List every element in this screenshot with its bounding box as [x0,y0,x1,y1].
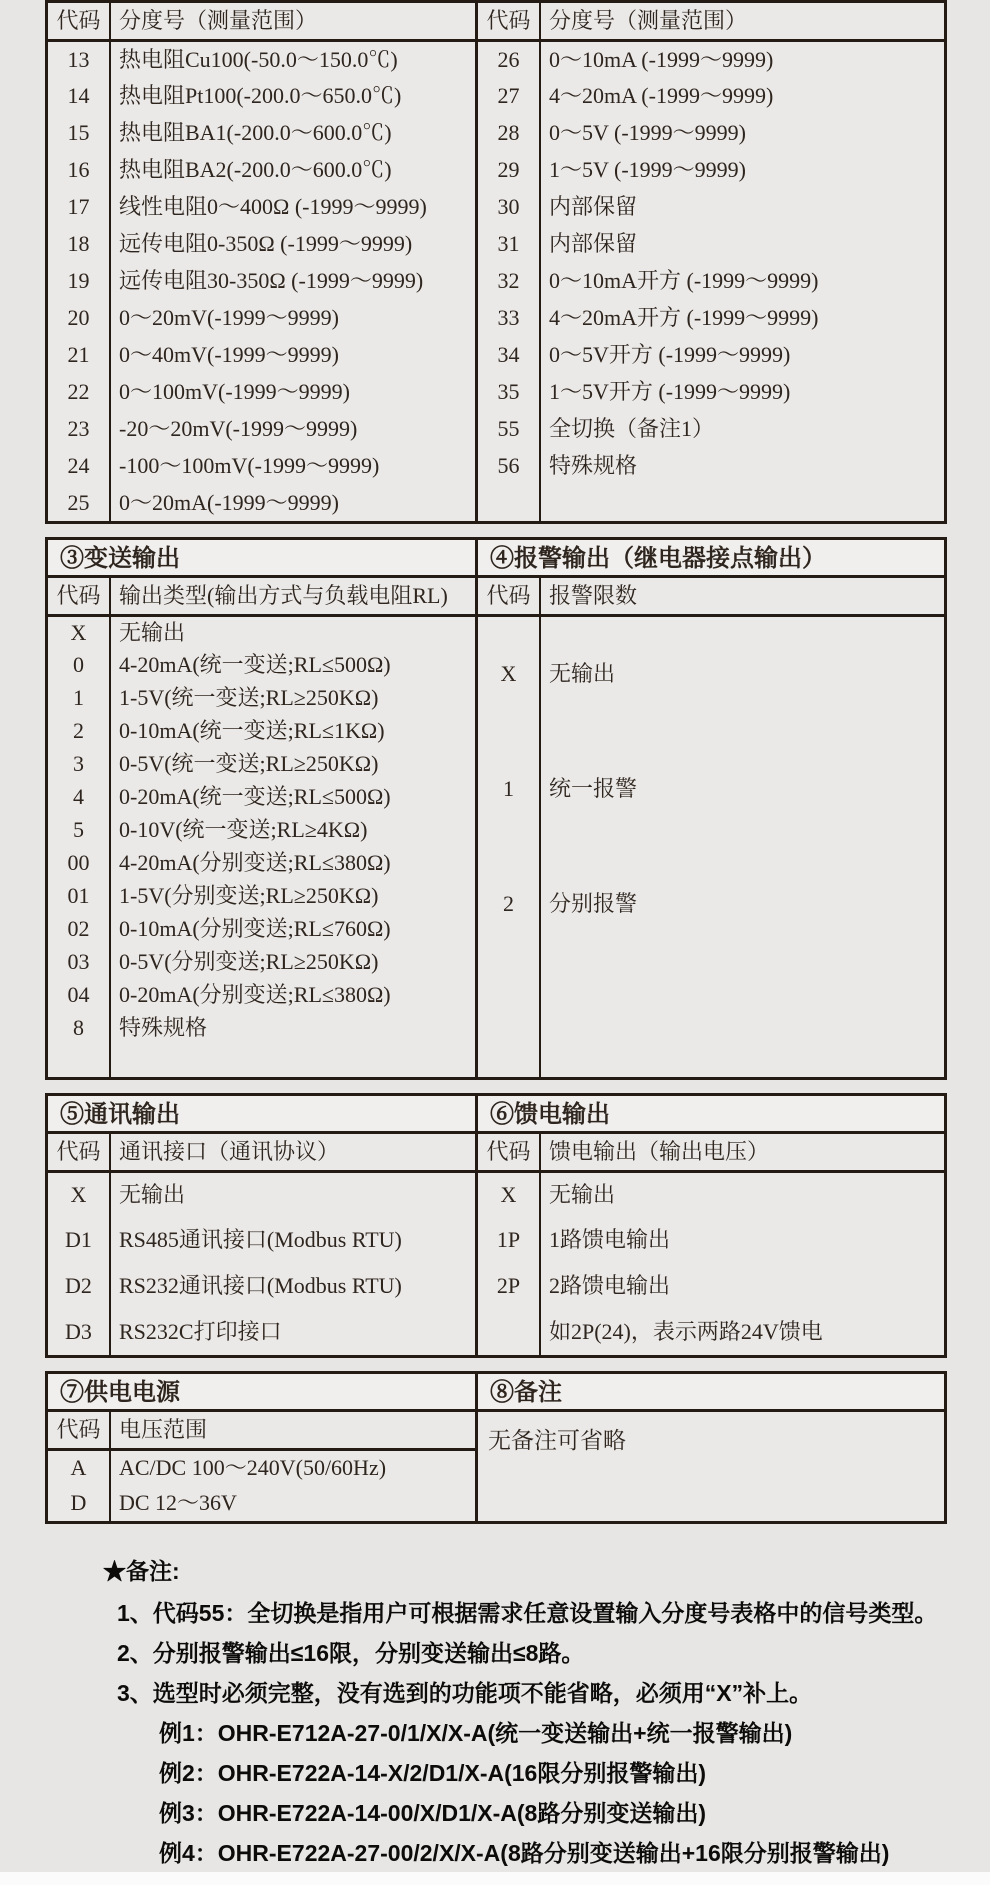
code-cell: 2 [48,714,110,747]
code-cell: 35 [478,373,540,410]
description-cell: RS485通讯接口(Modbus RTU) [119,1227,402,1253]
description-cell: 特殊规格 [119,1014,208,1040]
description-cell: 4-20mA(分别变送;RL≤380Ω) [119,849,391,875]
section-title-transmit-output: ③变送输出 [48,540,475,578]
filler-cell [478,484,540,521]
description-cell: 无输出 [119,1182,186,1208]
description-cell: 0-5V(分别变送;RL≥250KΩ) [119,948,379,974]
input-range-table-left [45,0,478,524]
table-row [48,336,475,373]
feed-output-table [475,1093,947,1358]
description-cell: AC/DC 100～240V(50/60Hz) [119,1455,387,1481]
description-cell: 0-10mA(统一变送;RL≤1KΩ) [119,717,385,743]
voltage-range-column-header: 电压范围 [110,1412,475,1449]
transmit-output-table [45,537,478,1080]
table-row [48,681,475,714]
code-cell: 26 [478,40,540,77]
code-cell: X [478,1171,540,1217]
description-cell: RS232通讯接口(Modbus RTU) [119,1273,402,1299]
description-cell: 热电阻BA1(-200.0～600.0℃) [119,119,392,145]
page-footer-strip [0,1872,990,1885]
table-row [48,410,475,447]
note-line: 2、分别报警输出≤16限，分别变送输出≤8路。 [117,1640,585,1666]
description-cell: 无输出 [549,660,616,686]
table-row [48,40,475,77]
table-row [478,615,944,731]
section-title-communication-output: ⑤通讯输出 [48,1096,475,1134]
code-cell: 21 [48,336,110,373]
table-row [478,336,944,373]
description-cell: 远传电阻30-350Ω (-1999～9999) [119,267,424,293]
code-cell: 18 [48,225,110,262]
table-row [48,1011,475,1044]
code-cell: 03 [48,945,110,978]
description-cell: 特殊规格 [549,452,638,478]
description-cell: 0-20mA(统一变送;RL≤500Ω) [119,783,391,809]
code-cell: 30 [478,188,540,225]
table-row [48,780,475,813]
column-header-row [478,1134,944,1171]
table-row [478,1309,944,1355]
description-cell: RS232C打印接口 [119,1319,282,1345]
input-range-table-right [475,0,947,524]
code-cell: A [48,1449,110,1485]
description-cell: 0-10V(统一变送;RL≥4KΩ) [119,816,368,842]
code-cell: 1 [478,731,540,847]
description-cell: -20～20mV(-1999～9999) [119,415,358,441]
code-cell: D [48,1485,110,1521]
description-cell: 1路馈电输出 [549,1227,671,1253]
code-cell: 01 [48,879,110,912]
code-cell: 1 [48,681,110,714]
code-column-header: 代码 [478,3,540,40]
table-row [48,1263,475,1309]
description-cell: 无输出 [119,619,186,645]
table-row [48,1217,475,1263]
description-cell: 内部保留 [549,230,638,256]
table-row [48,747,475,780]
notes-examples [103,1718,950,1868]
filler-cell [478,962,540,1078]
table-row [48,945,475,978]
column-header-row [48,578,475,615]
code-cell: 20 [48,299,110,336]
column-header-row [48,3,475,40]
range-column-header: 分度号（测量范围） [110,3,475,40]
table-row [48,77,475,114]
description-cell: 热电阻BA2(-200.0～600.0℃) [119,156,392,182]
filler-cell [48,1044,110,1077]
filler-cell [110,1044,475,1077]
code-cell [478,1309,540,1355]
table-row [48,813,475,846]
code-cell: 22 [48,373,110,410]
code-cell: 15 [48,114,110,151]
section-title-alarm-output: ④报警输出（继电器接点输出） [478,540,944,578]
section-title-remark: ⑧备注 [478,1374,944,1412]
code-cell: 00 [48,846,110,879]
table-row [48,648,475,681]
code-column-header: 代码 [478,1134,540,1171]
code-cell: X [48,615,110,648]
code-cell: 55 [478,410,540,447]
ordering-example-line: 例3：OHR-E722A-14-00/X/D1/X-A(8路分别变送输出) [159,1800,707,1826]
table-row [48,978,475,1011]
table-row [478,373,944,410]
table-row [48,1309,475,1355]
table-row [48,447,475,484]
description-cell: 0～40mV(-1999～9999) [119,341,339,367]
code-cell: 8 [48,1011,110,1044]
description-cell: 0～20mV(-1999～9999) [119,304,339,330]
remark-panel [475,1371,947,1524]
table-row [478,151,944,188]
table-row [478,846,944,962]
description-cell: 0～100mV(-1999～9999) [119,378,350,404]
description-cell: 0-20mA(分别变送;RL≤380Ω) [119,981,391,1007]
table-row [48,151,475,188]
table-row [48,373,475,410]
table-row [48,114,475,151]
table-row [478,77,944,114]
code-cell: 31 [478,225,540,262]
notes-section [45,1556,950,1868]
table-row [48,615,475,648]
description-cell: 如2P(24)，表示两路24V馈电 [549,1319,823,1345]
code-cell: 19 [48,262,110,299]
description-cell: 0～5V开方 (-1999～9999) [549,341,791,367]
code-cell: 2 [478,846,540,962]
table-row [478,114,944,151]
code-cell: 33 [478,299,540,336]
code-cell: 5 [48,813,110,846]
column-header-row [478,578,944,615]
description-cell: 热电阻Cu100(-50.0～150.0℃) [119,46,398,72]
code-cell: 29 [478,151,540,188]
transmit-alarm-block [45,537,950,1080]
filler-cell [540,962,944,1078]
code-cell: 02 [48,912,110,945]
description-cell: 4～20mA开方 (-1999～9999) [549,304,819,330]
comm-interface-column-header: 通讯接口（通讯协议） [110,1134,475,1171]
description-cell: 全切换（备注1） [549,415,715,441]
description-cell: 2路馈电输出 [549,1273,671,1299]
description-cell: DC 12～36V [119,1490,237,1516]
code-cell: 3 [48,747,110,780]
code-column-header: 代码 [48,578,110,615]
remark-text: 无备注可省略 [488,1428,626,1453]
filler-row [478,484,944,521]
range-column-header: 分度号（测量范围） [540,3,944,40]
description-cell: 分别报警 [549,891,638,917]
code-cell: 23 [48,410,110,447]
ordering-example-line: 例2：OHR-E722A-14-X/2/D1/X-A(16限分别报警输出) [159,1760,707,1786]
code-cell: D2 [48,1263,110,1309]
table-row [48,484,475,521]
input-range-block [45,0,950,524]
table-row [48,188,475,225]
code-cell: 16 [48,151,110,188]
description-cell: 0-10mA(分别变送;RL≤760Ω) [119,915,391,941]
column-header-row [48,1134,475,1171]
comm-feed-block [45,1093,950,1358]
code-cell: 24 [48,447,110,484]
table-row [48,714,475,747]
code-column-header: 代码 [48,1134,110,1171]
code-cell: 17 [48,188,110,225]
code-cell: 28 [478,114,540,151]
code-cell: X [478,615,540,731]
code-cell: 13 [48,40,110,77]
table-row [48,879,475,912]
table-row [478,299,944,336]
description-cell: -100～100mV(-1999～9999) [119,452,380,478]
table-row [48,1171,475,1217]
ordering-example-line: 例4：OHR-E722A-27-00/2/X/X-A(8路分别变送输出+16限分别报警输出) [159,1840,890,1866]
notes-heading: ★备注: [103,1558,180,1584]
supply-remark-block [45,1371,950,1524]
description-cell: 1～5V开方 (-1999～9999) [549,378,791,404]
code-cell: 34 [478,336,540,373]
note-line: 3、选型时必须完整，没有选到的功能项不能省略，必须用“X”补上。 [117,1680,813,1706]
communication-output-table [45,1093,478,1358]
description-cell: 0～10mA开方 (-1999～9999) [549,267,819,293]
code-cell: 27 [478,77,540,114]
table-row [478,188,944,225]
table-row [48,846,475,879]
code-cell: 14 [48,77,110,114]
table-row [478,1171,944,1217]
description-cell: 0～10mA (-1999～9999) [549,46,774,72]
code-cell: 56 [478,447,540,484]
code-cell: X [48,1171,110,1217]
filler-row [478,962,944,1078]
table-row [48,912,475,945]
table-row [48,1485,475,1521]
code-cell: 4 [48,780,110,813]
code-column-header: 代码 [48,3,110,40]
code-column-header: 代码 [48,1412,110,1449]
table-row [478,262,944,299]
table-row [478,410,944,447]
power-supply-table [45,1371,478,1524]
code-cell: 25 [48,484,110,521]
description-cell: 统一报警 [549,775,638,801]
feed-voltage-column-header: 馈电输出（输出电压） [540,1134,944,1171]
description-cell: 0～20mA(-1999～9999) [119,489,339,515]
table-row [48,225,475,262]
alarm-output-table [475,537,947,1080]
code-cell: 32 [478,262,540,299]
section-title-power-supply: ⑦供电电源 [48,1374,475,1412]
description-cell: 无输出 [549,1182,616,1208]
description-cell: 4～20mA (-1999～9999) [549,82,774,108]
code-cell: D1 [48,1217,110,1263]
description-cell: 线性电阻0～400Ω (-1999～9999) [119,193,427,219]
description-cell: 1～5V (-1999～9999) [549,156,746,182]
section-title-feed-output: ⑥馈电输出 [478,1096,944,1134]
note-line: 1、代码55：全切换是指用户可根据需求任意设置输入分度号表格中的信号类型。 [117,1600,938,1626]
code-cell: 0 [48,648,110,681]
description-cell: 4-20mA(统一变送;RL≤500Ω) [119,651,391,677]
table-row [478,40,944,77]
code-cell: 04 [48,978,110,1011]
ordering-example-line: 例1：OHR-E712A-27-0/1/X/X-A(统一变送输出+统一报警输出) [159,1720,793,1746]
code-column-header: 代码 [478,578,540,615]
filler-row [48,1044,475,1077]
description-cell: 0-5V(统一变送;RL≥250KΩ) [119,750,379,776]
description-cell: 热电阻Pt100(-200.0～650.0℃) [119,82,402,108]
description-cell: 0～5V (-1999～9999) [549,119,746,145]
alarm-limit-column-header: 报警限数 [540,578,944,615]
table-row [478,225,944,262]
table-row [478,447,944,484]
description-cell: 1-5V(统一变送;RL≥250KΩ) [119,684,379,710]
table-row [478,1263,944,1309]
notes-items [103,1598,950,1708]
code-cell: D3 [48,1309,110,1355]
table-row [478,1217,944,1263]
description-cell: 内部保留 [549,193,638,219]
table-row [48,299,475,336]
table-row [48,262,475,299]
code-cell: 1P [478,1217,540,1263]
description-cell: 1-5V(分别变送;RL≥250KΩ) [119,882,379,908]
code-cell: 2P [478,1263,540,1309]
column-header-row [478,3,944,40]
table-row [48,1449,475,1485]
table-row [478,731,944,847]
column-header-row [48,1412,475,1449]
filler-cell [540,484,944,521]
description-cell: 远传电阻0-350Ω (-1999～9999) [119,230,413,256]
output-type-column-header: 输出类型(输出方式与负载电阻RL) [110,578,475,615]
